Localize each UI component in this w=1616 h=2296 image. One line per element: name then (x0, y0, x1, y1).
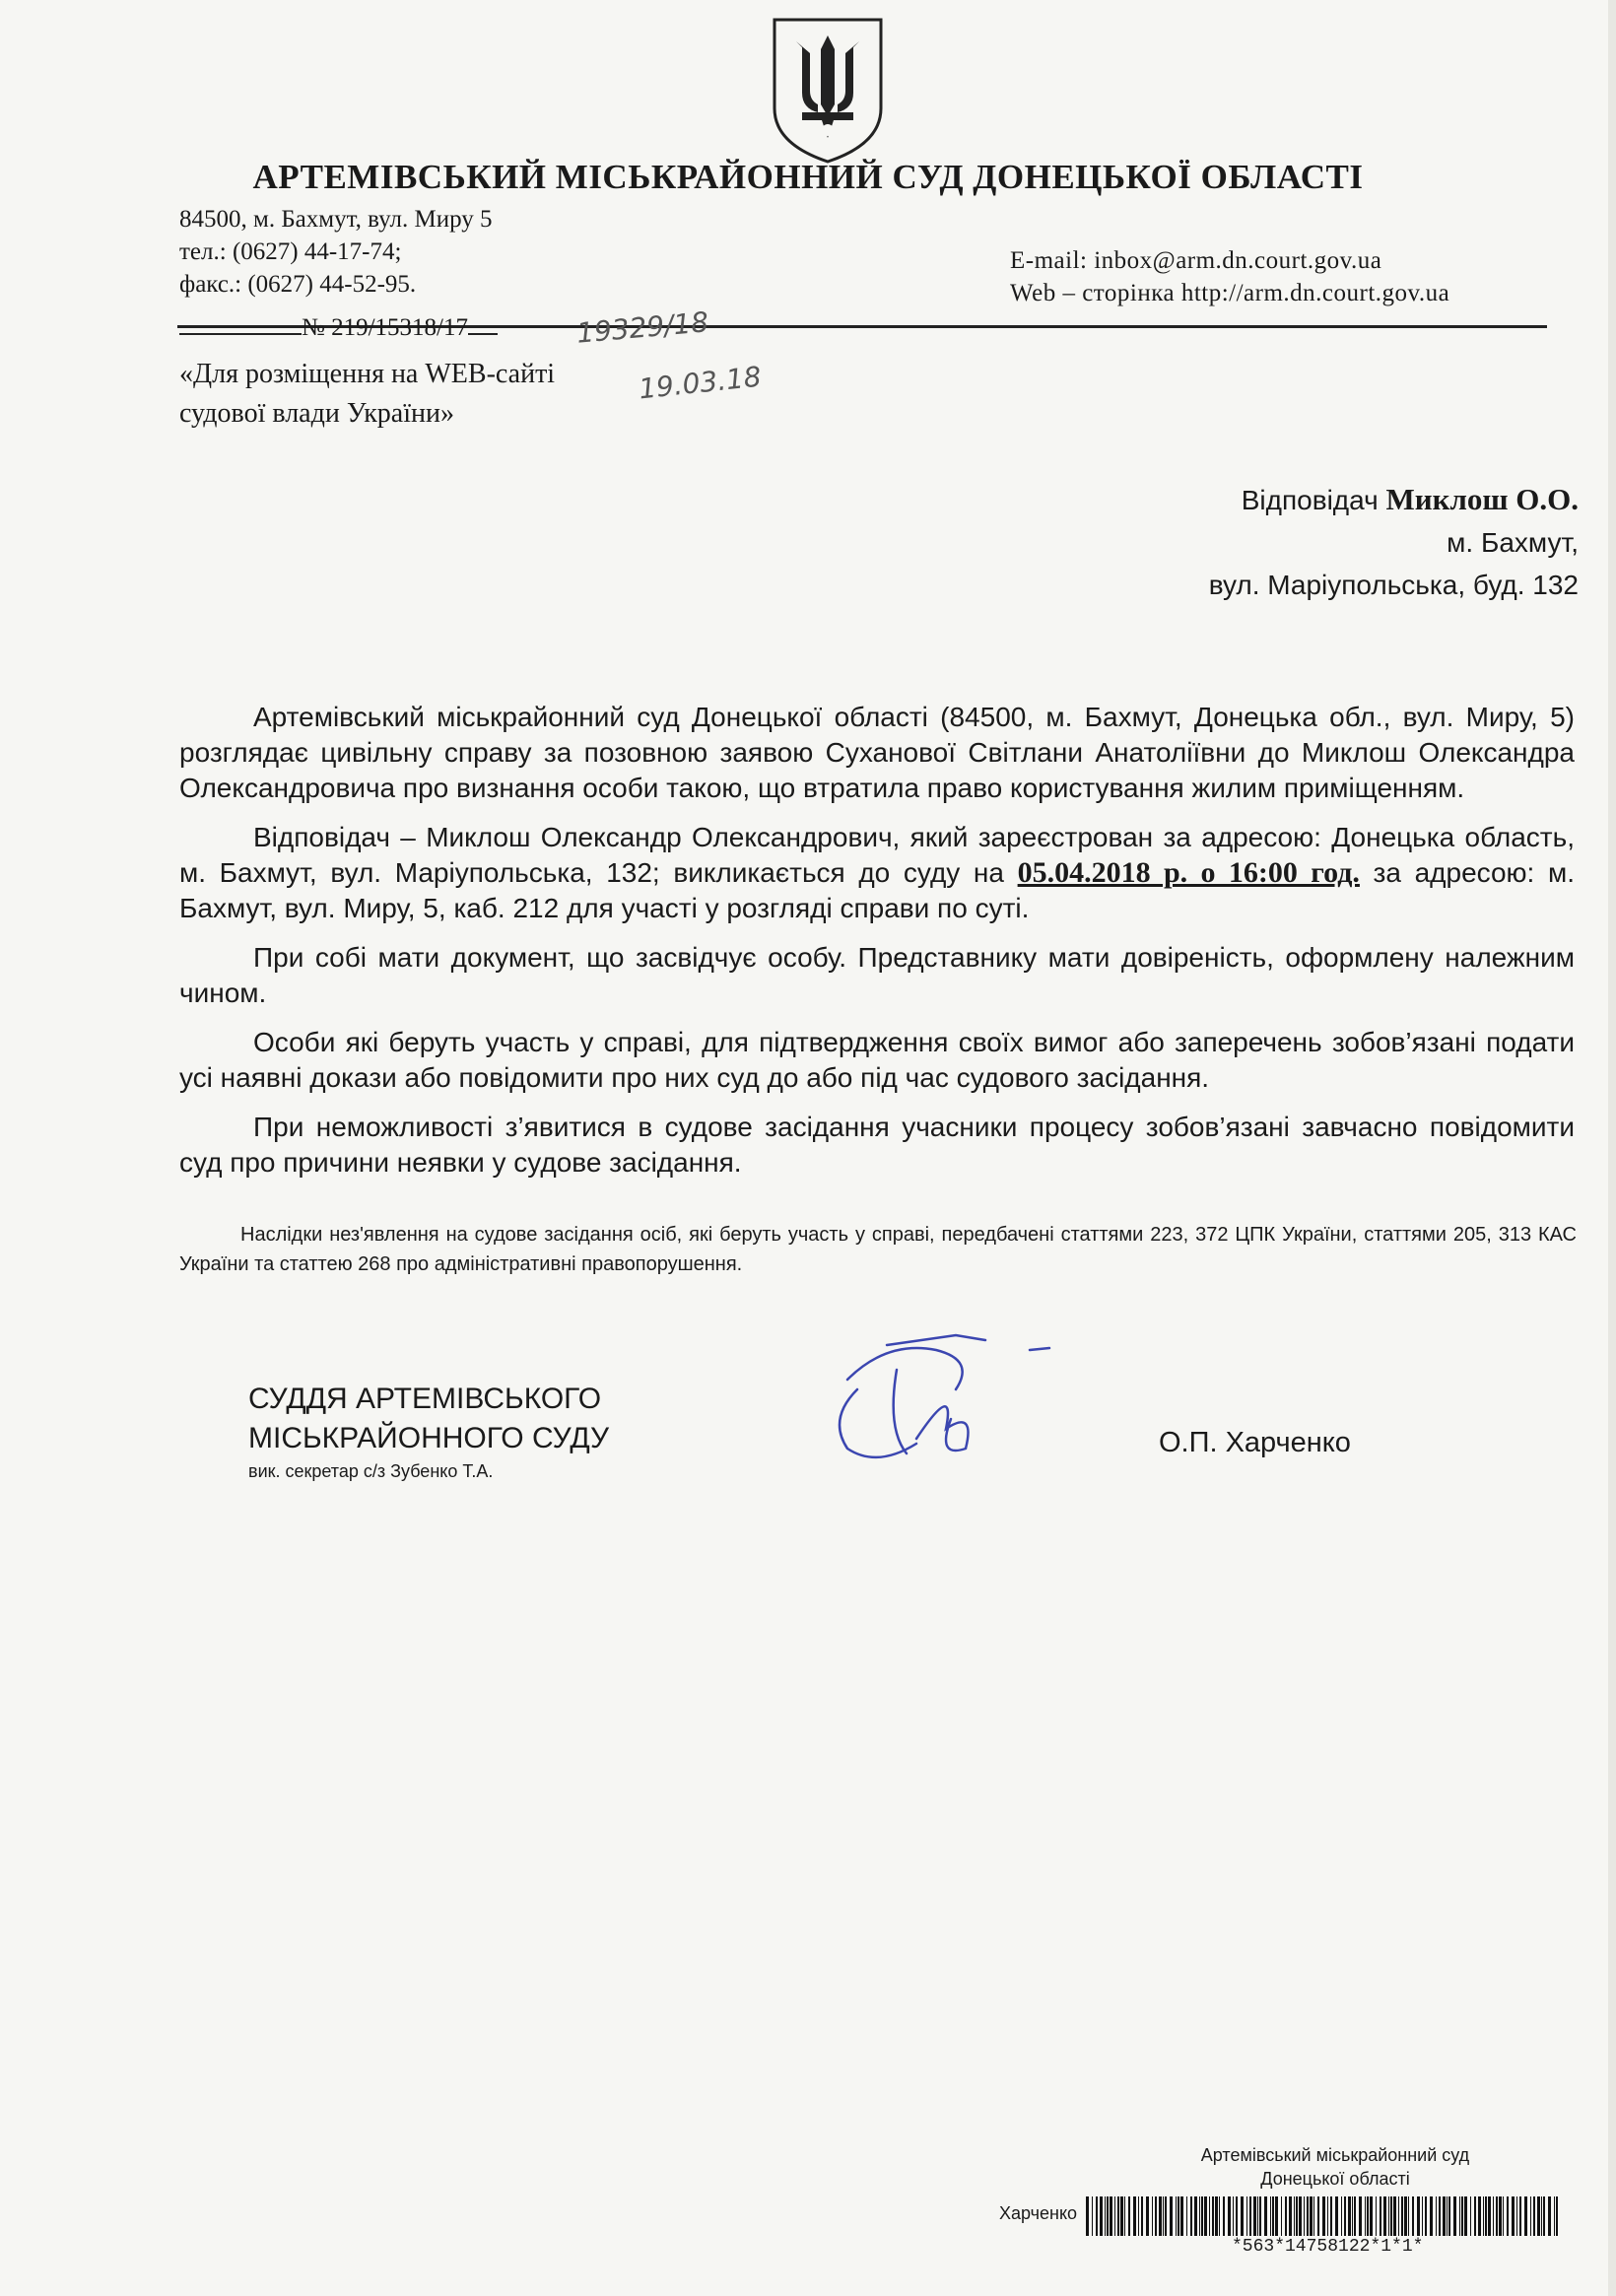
reference-blank (179, 313, 302, 335)
court-contacts-right (1010, 244, 1449, 309)
letter-body (179, 700, 1575, 1194)
footnote (179, 1220, 1577, 1279)
addressee-street: вул. Маріупольська, буд. 132 (1208, 570, 1579, 600)
addressee-line-1 (889, 478, 1579, 521)
reference-blank-2 (468, 313, 498, 335)
body-paragraph-4: Особи які беруть участь у справі, для підтвердження своїх вимог або заперечень зобов’язані подати усі наявні докази або повідомити про них суд до або під час судового засідання. (179, 1027, 1575, 1093)
court-phone: тел.: (0627) 44-17-74; (179, 238, 402, 265)
barcode-label: Харченко (999, 2203, 1078, 2223)
p2-after: за адресою: м. Бахмут, вул. Миру, 5, каб. 212 для участі у розгляді справи по суті. (179, 857, 1575, 923)
footnote-text: Наслідки нез'явлення на судове засідання осіб, які беруть участь у справі, передбачені статтями 223, 372 ЦПК України, статтями 205, 313 КАС України та статтею 268 про адміністративні правопорушення. (179, 1224, 1577, 1275)
handwritten-outgoing-number: 19329/18 (574, 305, 710, 350)
web-publication-note (179, 355, 555, 434)
court-email: E-mail: inbox@arm.dn.court.gov.ua (1010, 247, 1382, 274)
body-paragraph-1: Артемівський міськрайонний суд Донецької області (84500, м. Бахмут, Донецька обл., вул. Миру, 5) розглядає цивільну справу за позовною заявою Суханової Світлани Анатоліївни до Миклош Олександра Олександровича про визнання особи такою, що втратила право користування жилим приміщенням. (179, 702, 1575, 803)
addressee-city: м. Бахмут, (1447, 527, 1579, 558)
trident-coat-of-arms-icon (767, 14, 889, 166)
judge-title (248, 1380, 609, 1458)
barcode-text: *563*14758122*1*1* (1232, 2237, 1424, 2257)
web-note-line-1: «Для розміщення на WEB-сайті (179, 359, 556, 389)
court-name-heading: АРТЕМІВСЬКИЙ МІСЬКРАЙОННИЙ СУД ДОНЕЦЬКОЇ ОБЛАСТІ (252, 158, 1364, 196)
judge-name: О.П. Харченко (1159, 1427, 1351, 1458)
registry-stamp (1173, 2143, 1498, 2191)
court-website: Web – сторінка http://arm.dn.court.gov.ua (1010, 280, 1450, 306)
addressee-name: Миклош О.О. (1385, 482, 1579, 516)
page-edge (1608, 0, 1616, 2296)
judge-title-line-1: СУДДЯ АРТЕМІВСЬКОГО (248, 1383, 602, 1415)
body-paragraph-2 (179, 820, 1575, 926)
body-paragraph-3: При собі мати документ, що засвідчує особу. Представнику мати довіреність, оформлену належним чином. (179, 942, 1575, 1008)
secretary-note: вик. секретар с/з Зубенко Т.А. (248, 1461, 494, 1481)
body-paragraph-5: При неможливості з’явитися в судове засідання учасники процесу зобов’язані завчасно повідомити суд про причини неявки у судове засідання. (179, 1112, 1575, 1178)
addressee-role: Відповідач (1241, 485, 1379, 515)
handwritten-signature-icon (818, 1320, 1074, 1468)
addressee-block (889, 478, 1579, 606)
case-number: № 219/15318/17 (302, 314, 468, 341)
barcode-icon (1086, 2196, 1563, 2236)
court-address: 84500, м. Бахмут, вул. Миру 5 (179, 206, 493, 233)
stamp-line-2: Донецької області (1260, 2169, 1410, 2189)
hearing-date: 05.04.2018 р. о 16:00 год. (1017, 856, 1360, 889)
stamp-line-1: Артемівський міськрайонний суд (1200, 2145, 1470, 2165)
court-contacts-left (179, 203, 493, 301)
judge-title-line-2: МІСЬКРАЙОННОГО СУДУ (248, 1422, 610, 1454)
handwritten-date: 19.03.18 (637, 360, 764, 406)
web-note-line-2: судової влади України» (179, 398, 454, 429)
p2-before: Відповідач – Миклош Олександр Олександрович, який зареєстрован за адресою: Донецька область, м. Бахмут, вул. Маріупольська, 132; викликається до суду на (179, 822, 1575, 888)
reference-line (179, 313, 498, 342)
court-fax: факс.: (0627) 44-52-95. (179, 271, 417, 298)
